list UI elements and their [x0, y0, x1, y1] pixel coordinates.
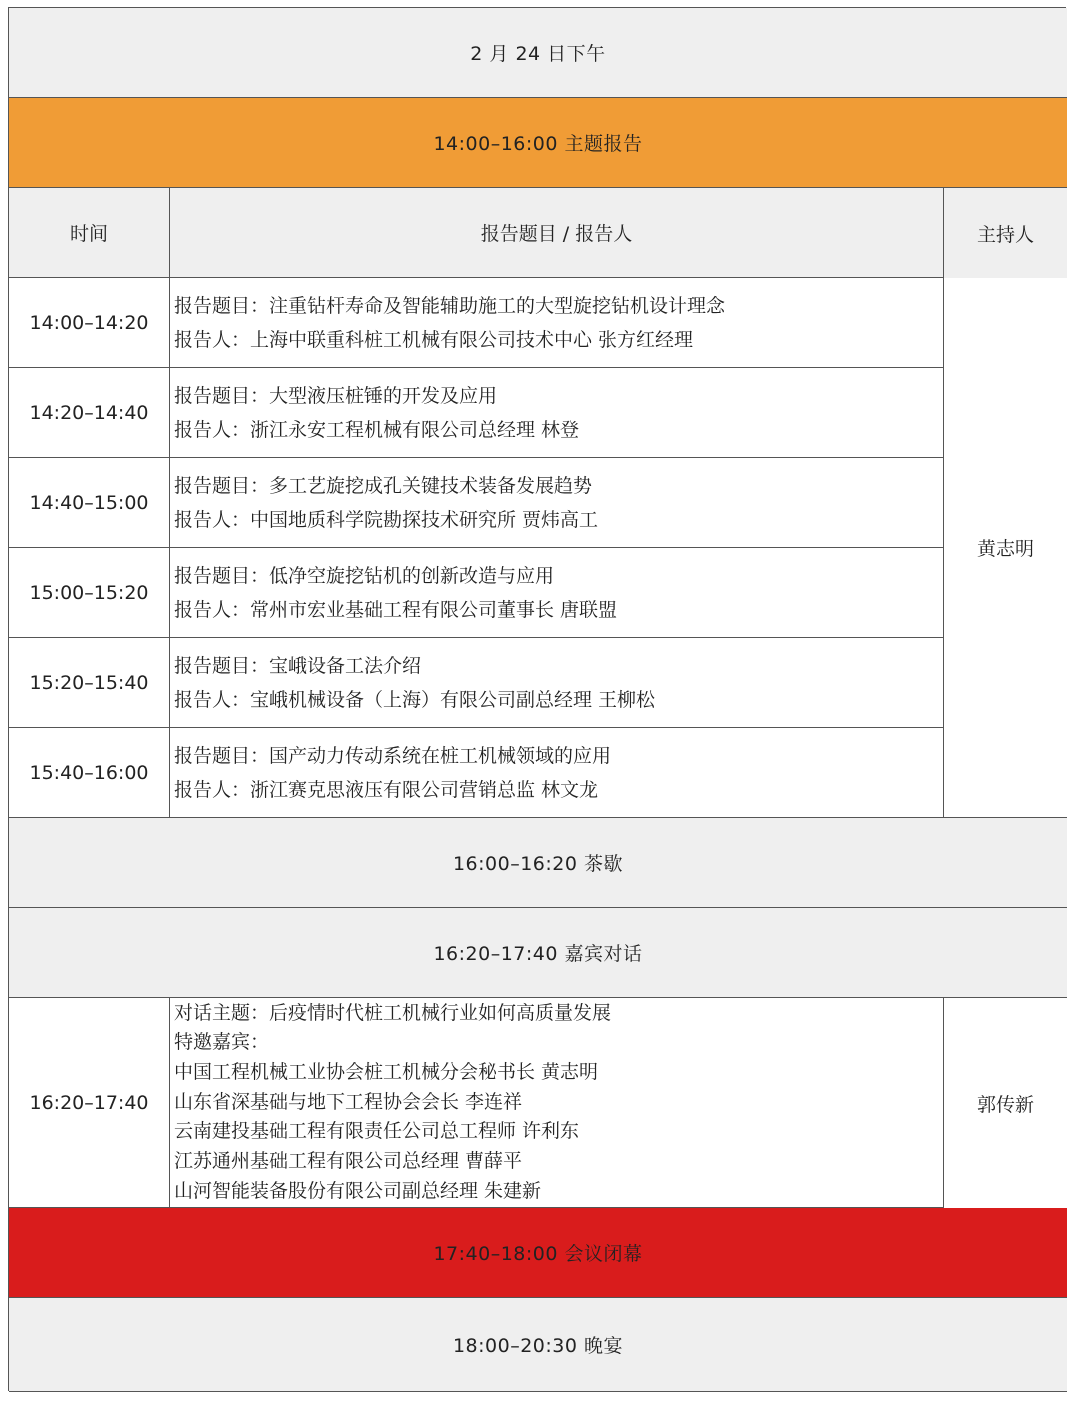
guest-item: 中国工程机械工业协会桩工机械分会秘书长 黄志明 [174, 1060, 599, 1083]
dialogue-detail [170, 998, 943, 1207]
talk-speaker: 报告人：浙江永安工程机械有限公司总经理 林登 [174, 418, 580, 441]
talk-speaker: 报告人：中国地质科学院勘探技术研究所 贾炜高工 [174, 508, 599, 531]
day-header [9, 8, 1067, 98]
table-row [9, 548, 1067, 638]
schedule-table [8, 7, 1066, 1391]
talk-detail [170, 278, 943, 367]
keynote-section-text: 14:00–16:00 主题报告 [433, 133, 643, 155]
banquet-band [9, 1298, 1067, 1392]
dialogue-time: 16:20–17:40 [9, 998, 170, 1207]
keynote-section-banner [9, 98, 1067, 188]
table-row [9, 638, 1067, 728]
talk-detail [170, 548, 943, 637]
talk-speaker: 报告人：上海中联重科桩工机械有限公司技术中心 张方红经理 [174, 328, 694, 351]
header-topic-label: 报告题目 / 报告人 [480, 223, 633, 245]
tea-break-band [9, 818, 1067, 908]
dialogue-host-cell [943, 998, 1067, 1208]
dialogue-section-band [9, 908, 1067, 998]
talk-detail [170, 368, 943, 457]
talk-time: 14:20–14:40 [9, 368, 170, 457]
talk-detail [170, 458, 943, 547]
guest-item: 山东省深基础与地下工程协会会长 李连祥 [174, 1090, 523, 1113]
banquet-text: 18:00–20:30 晚宴 [452, 1335, 624, 1357]
closing-text: 17:40–18:00 会议闭幕 [433, 1243, 643, 1265]
table-row [9, 368, 1067, 458]
closing-banner [9, 1208, 1067, 1298]
tea-break-text: 16:00–16:20 茶歇 [452, 853, 624, 875]
table-row [9, 728, 1067, 818]
header-host-label: 主持人 [976, 223, 1034, 246]
talk-time: 15:40–16:00 [9, 728, 170, 817]
talk-time: 14:40–15:00 [9, 458, 170, 547]
keynote-host: 黄志明 [976, 538, 1034, 560]
talk-topic: 报告题目：多工艺旋挖成孔关键技术装备发展趋势 [174, 474, 593, 497]
talk-topic: 报告题目：低净空旋挖钻机的创新改造与应用 [174, 564, 555, 587]
keynote-host-cell [943, 278, 1067, 818]
table-header-row [9, 188, 1067, 278]
dialogue-guests-label: 特邀嘉宾： [174, 1031, 270, 1054]
talk-speaker: 报告人：宝峨机械设备（上海）有限公司副总经理 王柳松 [174, 688, 656, 711]
talk-detail [170, 728, 943, 817]
talk-time: 15:20–15:40 [9, 638, 170, 727]
day-header-text: 2 月 24 日下午 [470, 43, 606, 65]
guest-item: 云南建投基础工程有限责任公司总工程师 许利东 [174, 1120, 580, 1143]
talk-topic: 报告题目：国产动力传动系统在桩工机械领域的应用 [174, 744, 612, 767]
table-row [9, 458, 1067, 548]
header-host [943, 188, 1067, 278]
talk-time: 15:00–15:20 [9, 548, 170, 637]
talk-speaker: 报告人：常州市宏业基础工程有限公司董事长 唐联盟 [174, 598, 618, 621]
header-topic [170, 188, 943, 277]
guest-item: 山河智能装备股份有限公司副总经理 朱建新 [174, 1179, 542, 1202]
dialogue-row [9, 998, 1067, 1208]
talk-topic: 报告题目：大型液压桩锤的开发及应用 [174, 384, 498, 407]
talk-speaker: 报告人：浙江赛克思液压有限公司营销总监 林文龙 [174, 778, 599, 801]
talk-topic: 报告题目：注重钻杆寿命及智能辅助施工的大型旋挖钻机设计理念 [174, 294, 726, 317]
header-time-label: 时间 [69, 223, 108, 245]
talk-detail [170, 638, 943, 727]
dialogue-theme: 对话主题：后疫情时代桩工机械行业如何高质量发展 [174, 1001, 612, 1024]
dialogue-section-text: 16:20–17:40 嘉宾对话 [433, 943, 643, 965]
dialogue-host: 郭传新 [976, 1093, 1034, 1116]
table-row [9, 278, 1067, 368]
header-time [9, 188, 170, 277]
talk-time: 14:00–14:20 [9, 278, 170, 367]
talk-topic: 报告题目：宝峨设备工法介绍 [174, 654, 422, 677]
guest-item: 江苏通州基础工程有限公司总经理 曹薛平 [174, 1150, 523, 1173]
